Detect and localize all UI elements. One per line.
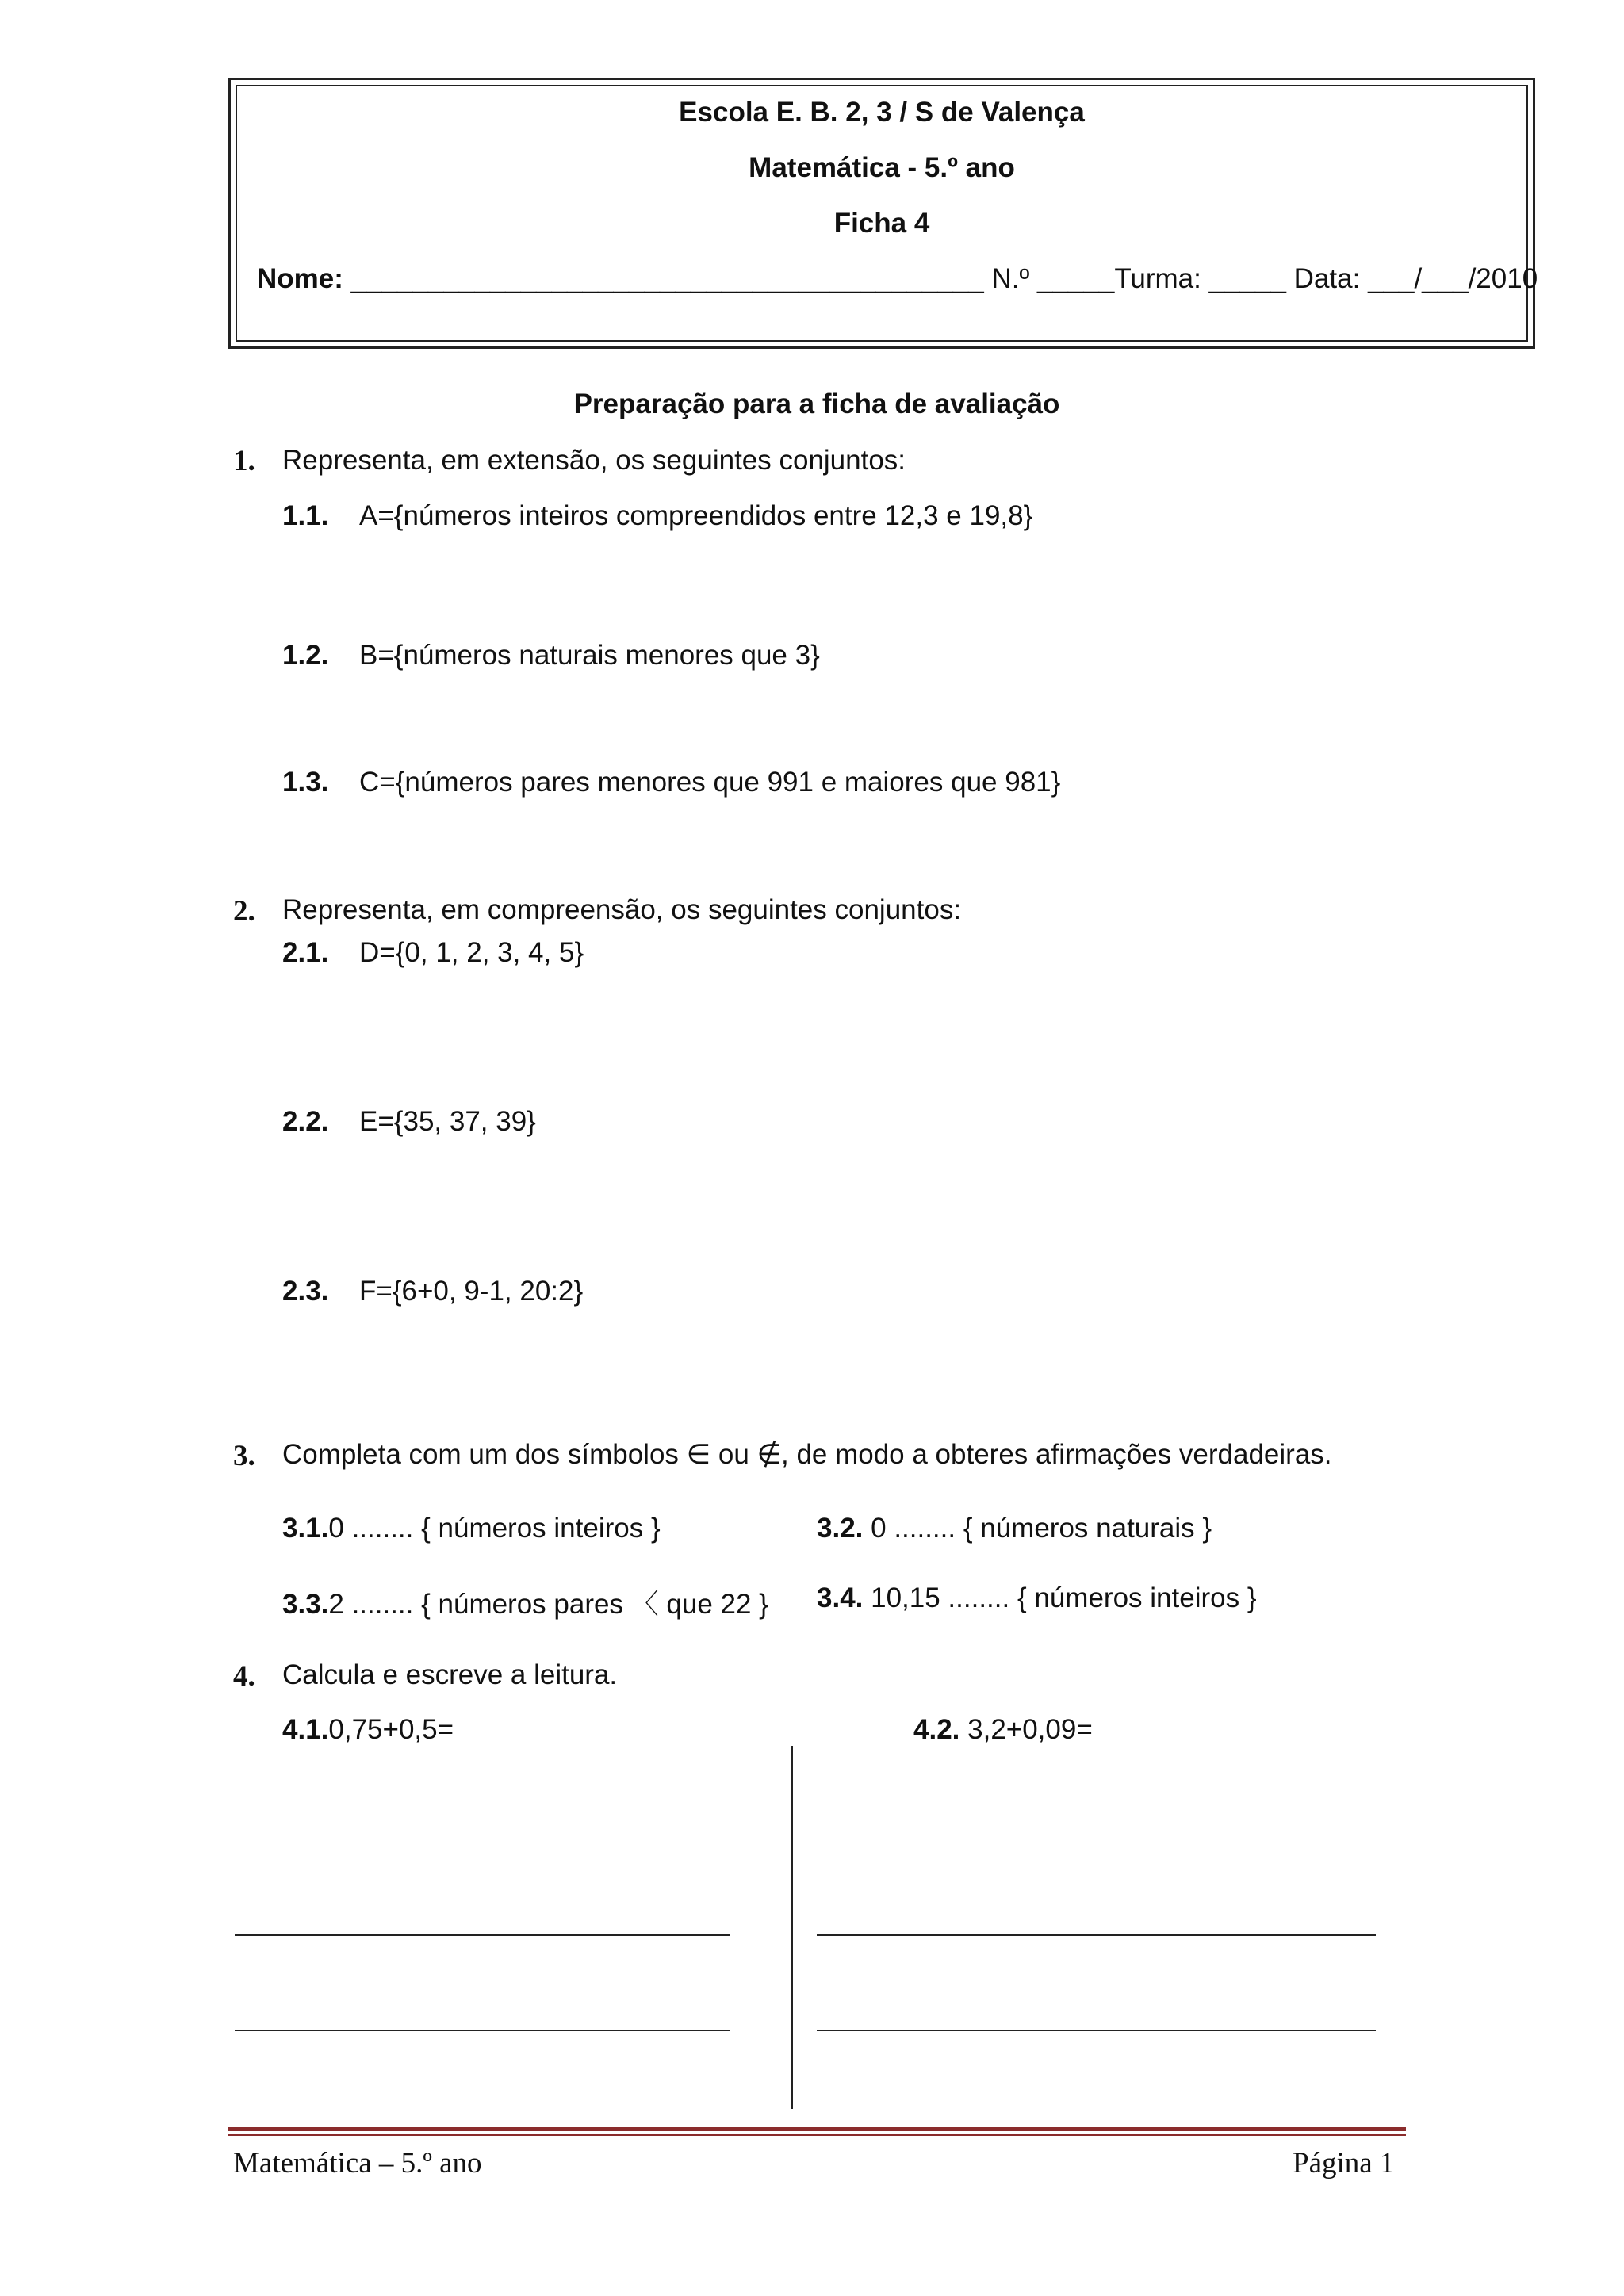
name-label: Nome: [257, 263, 343, 294]
question-1-2-number: 1.2. [282, 640, 329, 671]
question-1-1-text: A={números inteiros compreendidos entre 12,3 e 19,8} [359, 500, 1033, 531]
question-4-2 [914, 1714, 1093, 1746]
question-3-3-text[interactable]: 2 ........ { números pares 〈 que 22 } [328, 1589, 768, 1620]
answer-line-4-1-b[interactable] [235, 2030, 730, 2031]
answer-line-4-1-a[interactable] [235, 1934, 730, 1936]
question-2-number: 2. [233, 895, 255, 928]
question-2-2-number: 2.2. [282, 1106, 329, 1137]
question-3-4-number: 3.4. [817, 1582, 864, 1613]
question-3-2-text[interactable]: 0 ........ { números naturais } [871, 1513, 1212, 1544]
question-3-4 [817, 1582, 1257, 1614]
question-2-1-text: D={0, 1, 2, 3, 4, 5} [359, 937, 584, 968]
question-3-1 [282, 1513, 661, 1544]
footer-page-number: Página 1 [1293, 2147, 1395, 2179]
subject-title: Matemática - 5.º ano [749, 152, 1015, 183]
sheet-title: Ficha 4 [833, 208, 930, 239]
question-2-3-text: F={6+0, 9-1, 20:2} [359, 1276, 584, 1307]
question-4-number: 4. [233, 1660, 255, 1693]
question-4-1-text: 0,75+0,5= [328, 1714, 454, 1745]
question-3-3 [282, 1582, 768, 1622]
footer-subject: Matemática – 5.º ano [233, 2147, 482, 2179]
question-1-1-number: 1.1. [282, 500, 329, 531]
question-2-1-number: 2.1. [282, 937, 329, 968]
question-4-1-number: 4.1. [282, 1714, 329, 1745]
date-field[interactable]: ___/___/2010 [1368, 263, 1538, 294]
number-label: N.º [991, 263, 1030, 294]
question-3-1-text[interactable]: 0 ........ { números inteiros } [328, 1513, 661, 1544]
question-4-2-number: 4.2. [914, 1714, 960, 1745]
question-3-2 [817, 1513, 1212, 1544]
question-2-text: Representa, em compreensão, os seguintes conjuntos: [282, 894, 962, 925]
question-3-4-text[interactable]: 10,15 ........ { números inteiros } [871, 1582, 1257, 1613]
date-label: Data: [1293, 263, 1361, 294]
class-field[interactable]: _____ [1208, 263, 1286, 294]
number-field[interactable]: _____ [1037, 263, 1115, 294]
answer-divider-line [791, 1746, 793, 2109]
footer-rule-thick [228, 2127, 1406, 2131]
school-name: Escola E. B. 2, 3 / S de Valença [679, 97, 1085, 128]
worksheet-title: Preparação para a ficha de avaliação [573, 388, 1060, 419]
question-1-2-text: B={números naturais menores que 3} [359, 640, 820, 671]
question-3-number: 3. [233, 1440, 255, 1472]
question-3-text: Completa com um dos símbolos ∈ ou ∉, de modo a obteres afirmações verdadeiras. [282, 1439, 1332, 1470]
question-4-text: Calcula e escreve a leitura. [282, 1659, 618, 1690]
question-1-3-text: C={números pares menores que 991 e maiores que 981} [359, 767, 1061, 798]
answer-line-4-2-b[interactable] [817, 2030, 1376, 2031]
question-2-3-number: 2.3. [282, 1276, 329, 1307]
name-field[interactable]: _________________________________________ [350, 263, 984, 294]
class-label: Turma: [1114, 263, 1201, 294]
question-1-text: Representa, em extensão, os seguintes conjuntos: [282, 445, 906, 476]
question-2-2-text: E={35, 37, 39} [359, 1106, 536, 1137]
question-3-1-number: 3.1. [282, 1513, 329, 1544]
question-1-number: 1. [233, 445, 255, 477]
student-info-line [257, 263, 1538, 295]
question-3-2-number: 3.2. [817, 1513, 864, 1544]
question-1-3-number: 1.3. [282, 767, 329, 798]
footer-rule-thin [228, 2134, 1406, 2136]
question-3-3-number: 3.3. [282, 1589, 329, 1620]
question-4-1 [282, 1714, 454, 1746]
answer-line-4-2-a[interactable] [817, 1934, 1376, 1936]
question-4-2-text: 3,2+0,09= [967, 1714, 1093, 1745]
